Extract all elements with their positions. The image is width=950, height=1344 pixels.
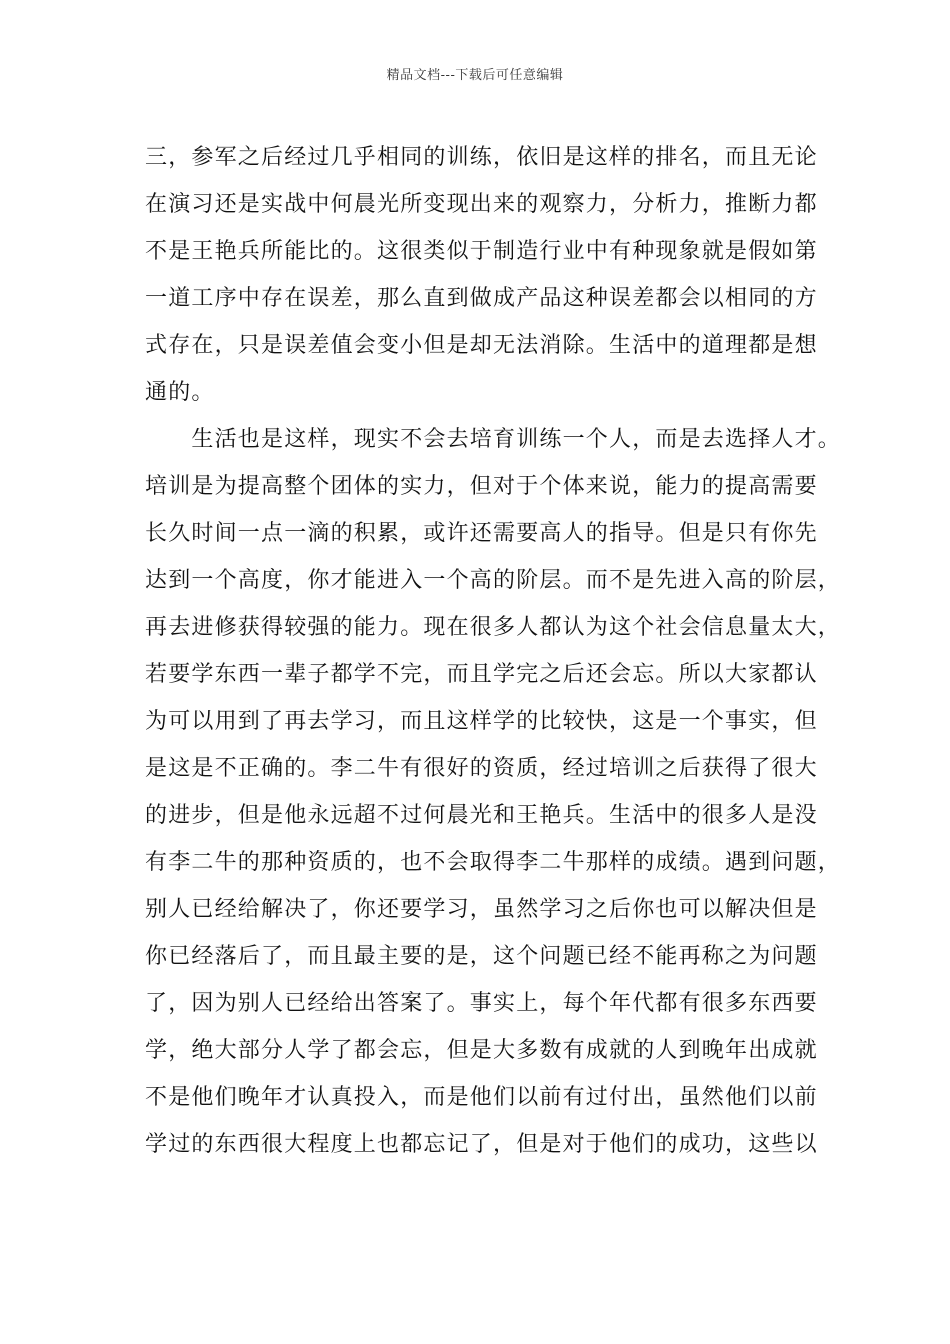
- text-line: 不是他们晚年才认真投入，而是他们以前有过付出，虽然他们以前: [145, 1085, 818, 1110]
- text-line: 别人已经给解决了，你还要学习，虽然学习之后你也可以解决但是: [145, 897, 818, 922]
- text-line: 培训是为提高整个团体的实力，但对于个体来说，能力的提高需要: [145, 474, 818, 499]
- text-line: 生活也是这样，现实不会去培育训练一个人，而是去选择人才。: [145, 427, 842, 452]
- text-line: 你已经落后了，而且最主要的是，这个问题已经不能再称之为问题: [145, 944, 818, 969]
- page-header: 精品文档---下载后可任意编辑: [386, 68, 564, 83]
- text-line: 为可以用到了再去学习，而且这样学的比较快，这是一个事实，但: [145, 709, 818, 734]
- text-line: 式存在，只是误差值会变小但是却无法消除。生活中的道理都是想: [145, 333, 818, 358]
- text-line: 了，因为别人已经给出答案了。事实上，每个年代都有很多东西要: [145, 991, 818, 1016]
- text-line: 再去进修获得较强的能力。现在很多人都认为这个社会信息量太大，: [145, 615, 842, 640]
- text-line: 学，绝大部分人学了都会忘，但是大多数有成就的人到晚年出成就: [145, 1038, 818, 1063]
- text-line: 通的。: [145, 380, 215, 405]
- text-line: 长久时间一点一滴的积累，或许还需要高人的指导。但是只有你先: [145, 521, 818, 546]
- text-line: 一道工序中存在误差，那么直到做成产品这种误差都会以相同的方: [145, 286, 818, 311]
- text-line: 三，参军之后经过几乎相同的训练，依旧是这样的排名，而且无论: [145, 145, 818, 170]
- text-line: 的进步，但是他永远超不过何晨光和王艳兵。生活中的很多人是没: [145, 803, 818, 828]
- text-line: 是这是不正确的。李二牛有很好的资质，经过培训之后获得了很大: [145, 756, 818, 781]
- text-line: 不是王艳兵所能比的。这很类似于制造行业中有种现象就是假如第: [145, 239, 818, 264]
- text-line: 有李二牛的那种资质的，也不会取得李二牛那样的成绩。遇到问题，: [145, 850, 842, 875]
- text-line: 达到一个高度，你才能进入一个高的阶层。而不是先进入高的阶层，: [145, 568, 842, 593]
- text-line: 在演习还是实战中何晨光所变现出来的观察力，分析力，推断力都: [145, 192, 818, 217]
- document-body: [145, 134, 842, 1168]
- text-line: 若要学东西一辈子都学不完，而且学完之后还会忘。所以大家都认: [145, 662, 818, 687]
- text-line: 学过的东西很大程度上也都忘记了，但是对于他们的成功，这些以: [145, 1132, 818, 1157]
